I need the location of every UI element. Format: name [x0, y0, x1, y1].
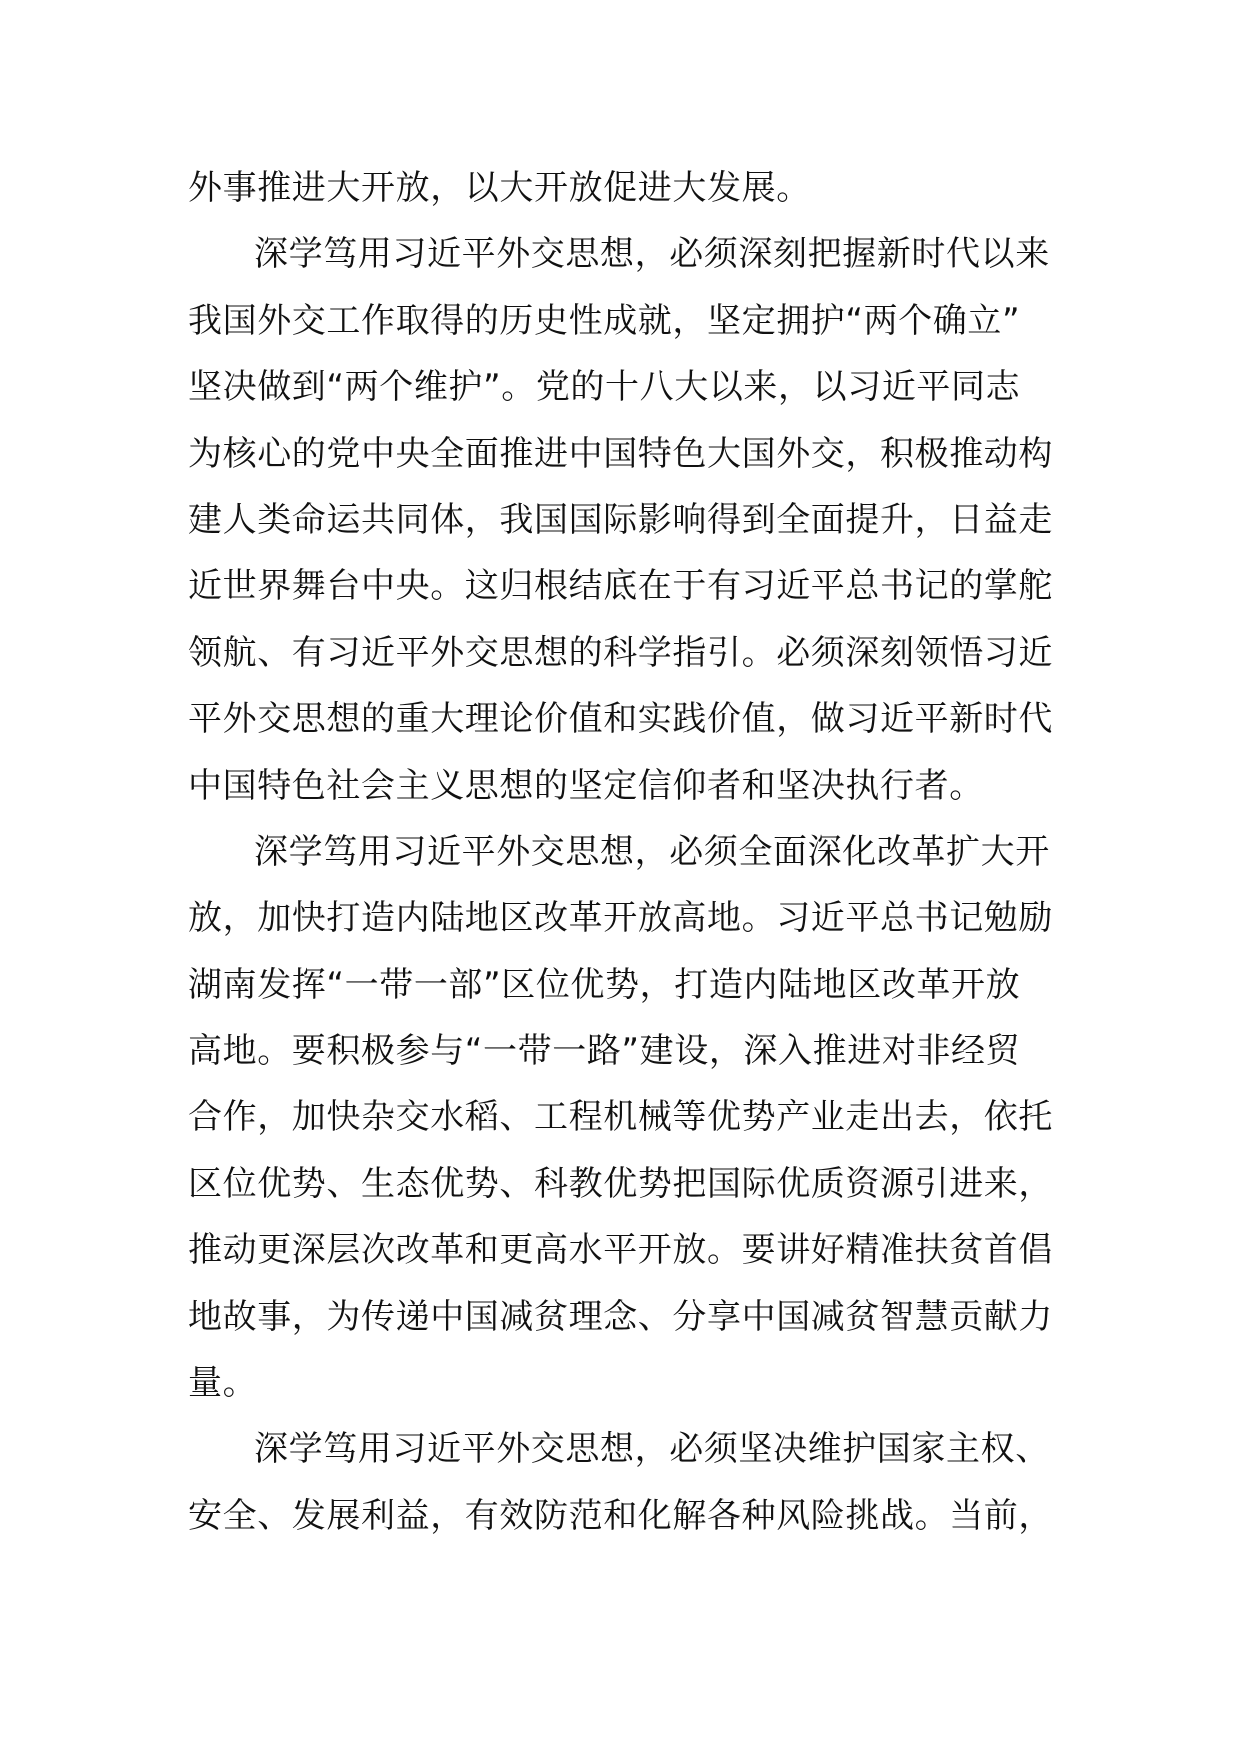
text-line: 放，加快打造内陆地区改革开放高地。习近平总书记勉励 [188, 898, 1053, 939]
text-line: 坚决做到“两个维护”。党的十八大以来，以习近平同志 [188, 367, 1021, 408]
paragraph-first-line: 深学笃用习近平外交思想，必须坚决维护国家主权、 [254, 1429, 1050, 1470]
paragraph-first-line: 深学笃用习近平外交思想，必须深刻把握新时代以来 [254, 234, 1050, 275]
text-line: 安全、发展利益，有效防范和化解各种风险挑战。当前， [188, 1495, 1053, 1536]
text-line: 为核心的党中央全面推进中国特色大国外交，积极推动构 [188, 433, 1053, 474]
paragraph-first-line: 深学笃用习近平外交思想，必须全面深化改革扩大开 [254, 831, 1050, 872]
text-line: 区位优势、生态优势、科教优势把国际优质资源引进来， [188, 1163, 1053, 1204]
text-line: 合作，加快杂交水稻、工程机械等优势产业走出去，依托 [188, 1097, 1053, 1138]
text-line: 领航、有习近平外交思想的科学指引。必须深刻领悟习近 [188, 632, 1053, 673]
text-line: 中国特色社会主义思想的坚定信仰者和坚决执行者。 [188, 765, 984, 806]
document-body [188, 155, 1058, 1549]
text-line: 地故事，为传递中国减贫理念、分享中国减贫智慧贡献力 [188, 1296, 1053, 1337]
text-line: 外事推进大开放，以大开放促进大发展。 [188, 168, 811, 208]
text-line: 量。 [188, 1363, 258, 1404]
text-line: 高地。要积极参与“一带一路”建设，深入推进对非经贸 [188, 1031, 1021, 1072]
text-line: 推动更深层次改革和更高水平开放。要讲好精准扶贫首倡 [188, 1230, 1053, 1271]
text-line: 湖南发挥“一带一部”区位优势，打造内陆地区改革开放 [188, 964, 1021, 1005]
text-line: 近世界舞台中央。这归根结底在于有习近平总书记的掌舵 [188, 566, 1053, 607]
text-line: 平外交思想的重大理论价值和实践价值，做习近平新时代 [188, 699, 1053, 740]
text-line: 我国外交工作取得的历史性成就，坚定拥护“两个确立” [188, 300, 1021, 341]
text-line: 建人类命运共同体，我国国际影响得到全面提升，日益走 [188, 499, 1053, 540]
